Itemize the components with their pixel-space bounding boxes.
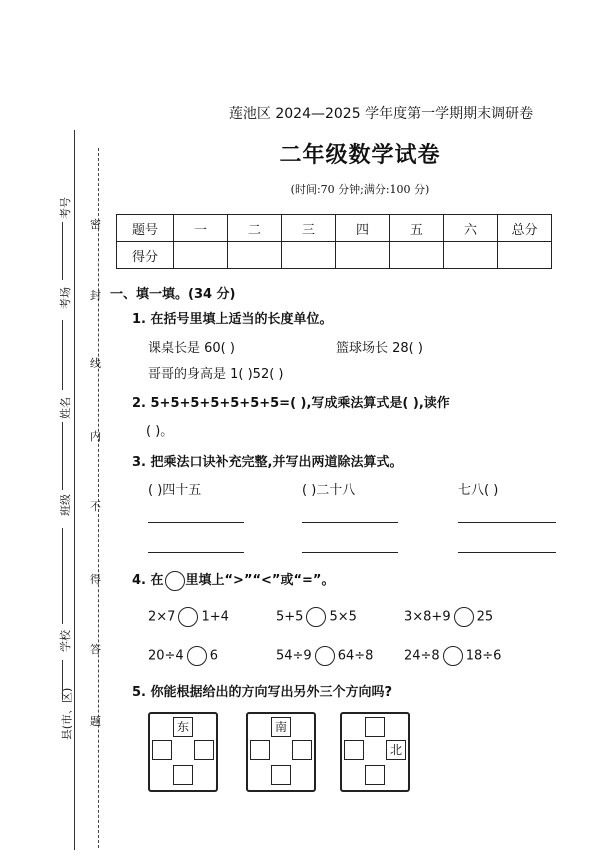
question-1: 1. 在括号里填上适当的长度单位。 [132, 312, 333, 327]
table-cell: 总分 [498, 215, 552, 242]
q2-blank-read[interactable]: ( )。 [146, 424, 174, 439]
compare-right: 1+4 [201, 609, 229, 625]
question-2[interactable]: 2. 5+5+5+5+5+5+5=( ),写成乘法算式是( ),读作 [132, 396, 450, 411]
table-cell: 二 [228, 215, 282, 242]
label-class: 班级 [59, 494, 72, 516]
seal-char: 线 [90, 357, 101, 370]
score-input-cell[interactable] [228, 242, 282, 269]
table-cell: 一 [174, 215, 228, 242]
compare-circle[interactable] [443, 646, 463, 666]
seal-char: 封 [90, 289, 101, 302]
answer-line[interactable] [148, 522, 244, 523]
q3-item[interactable]: 七八( ) [458, 483, 499, 498]
page-title: 二年级数学试卷 [279, 143, 441, 168]
seal-char: 不 [90, 500, 101, 513]
score-input-cell[interactable] [498, 242, 552, 269]
circle-icon [165, 571, 185, 591]
blank-line [62, 222, 63, 280]
compare-item [148, 646, 218, 666]
direction-blank[interactable] [250, 740, 270, 760]
compare-circle[interactable] [178, 607, 198, 627]
compare-left: 54÷9 [276, 648, 312, 664]
table-cell: 五 [390, 215, 444, 242]
table-cell: 四 [336, 215, 390, 242]
margin-solid-line [74, 130, 75, 850]
label-county: 县(市、区) [60, 687, 74, 741]
seal-char: 题 [90, 715, 101, 728]
answer-line[interactable] [148, 552, 244, 553]
direction-blank[interactable] [292, 740, 312, 760]
question-4 [132, 569, 334, 591]
exam-info: (时间:70 分钟;满分:100 分) [290, 183, 430, 196]
compare-circle[interactable] [315, 646, 335, 666]
score-input-cell[interactable] [336, 242, 390, 269]
direction-blank[interactable] [152, 740, 172, 760]
compare-right: 5×5 [329, 609, 357, 625]
table-cell: 三 [282, 215, 336, 242]
seal-char: 内 [90, 430, 101, 443]
q4-prefix: 4. 在 [132, 573, 164, 588]
blank-line [62, 528, 63, 624]
score-input-cell[interactable] [444, 242, 498, 269]
compare-right: 64÷8 [337, 648, 374, 664]
direction-blank[interactable] [194, 740, 214, 760]
q3-item[interactable]: ( )四十五 [148, 483, 202, 498]
compass-box [246, 712, 316, 792]
compare-item [404, 646, 501, 666]
direction-blank[interactable] [365, 717, 385, 737]
compass-box [148, 712, 218, 792]
label-exam-number: 考号 [59, 197, 72, 219]
answer-line[interactable] [302, 552, 398, 553]
seal-char: 密 [90, 218, 101, 231]
direction-blank[interactable] [344, 740, 364, 760]
direction-given: 南 [271, 717, 291, 737]
direction-blank[interactable] [365, 765, 385, 785]
compare-left: 24÷8 [404, 648, 440, 664]
answer-line[interactable] [302, 522, 398, 523]
region-title: 莲池区 2024—2025 学年度第一学期期末调研卷 [228, 106, 534, 122]
seal-char: 答 [90, 643, 101, 656]
score-input-cell[interactable] [282, 242, 336, 269]
direction-blank[interactable] [173, 765, 193, 785]
blank-line [62, 422, 63, 490]
blank-line [62, 660, 63, 700]
q1-blank-desk[interactable]: 课桌长是 60( ) [148, 341, 235, 356]
q1-blank-court[interactable]: 篮球场长 28( ) [336, 341, 423, 356]
compare-item [148, 607, 229, 627]
compare-circle[interactable] [454, 607, 474, 627]
table-cell: 六 [444, 215, 498, 242]
question-5: 5. 你能根据给出的方向写出另外三个方向吗? [132, 685, 393, 700]
label-school: 学校 [59, 630, 72, 652]
table-row [117, 242, 552, 269]
direction-blank[interactable] [271, 765, 291, 785]
q1-blank-height[interactable]: 哥哥的身高是 1( )52( ) [148, 367, 284, 382]
score-input-cell[interactable] [390, 242, 444, 269]
compare-circle[interactable] [187, 646, 207, 666]
compare-right: 18÷6 [465, 648, 502, 664]
answer-line[interactable] [458, 552, 556, 553]
table-cell: 得分 [117, 242, 174, 269]
table-cell: 题号 [117, 215, 174, 242]
score-input-cell[interactable] [174, 242, 228, 269]
compass-box [340, 712, 410, 792]
compare-left: 20÷4 [148, 648, 184, 664]
label-exam-room: 考场 [59, 287, 72, 309]
answer-line[interactable] [458, 522, 556, 523]
blank-line [62, 320, 63, 390]
seal-char: 得 [90, 573, 101, 586]
label-name: 姓名 [59, 397, 72, 419]
section-heading: 一、填一填。(34 分) [110, 287, 236, 302]
question-3: 3. 把乘法口诀补充完整,并写出两道除法算式。 [132, 455, 403, 470]
q4-suffix: 里填上“>”“<”或“=”。 [185, 573, 335, 588]
compare-left: 5+5 [276, 609, 304, 625]
compare-item [404, 607, 493, 627]
compare-item [276, 646, 373, 666]
score-table [116, 214, 552, 269]
compare-right: 25 [476, 609, 494, 625]
direction-given: 东 [173, 717, 193, 737]
compare-right: 6 [209, 648, 218, 664]
direction-given: 北 [386, 740, 406, 760]
table-row [117, 215, 552, 242]
compare-left: 3×8+9 [404, 609, 451, 625]
compare-left: 2×7 [148, 609, 176, 625]
q3-item[interactable]: ( )二十八 [302, 483, 356, 498]
compare-circle[interactable] [306, 607, 326, 627]
compare-item [276, 607, 357, 627]
